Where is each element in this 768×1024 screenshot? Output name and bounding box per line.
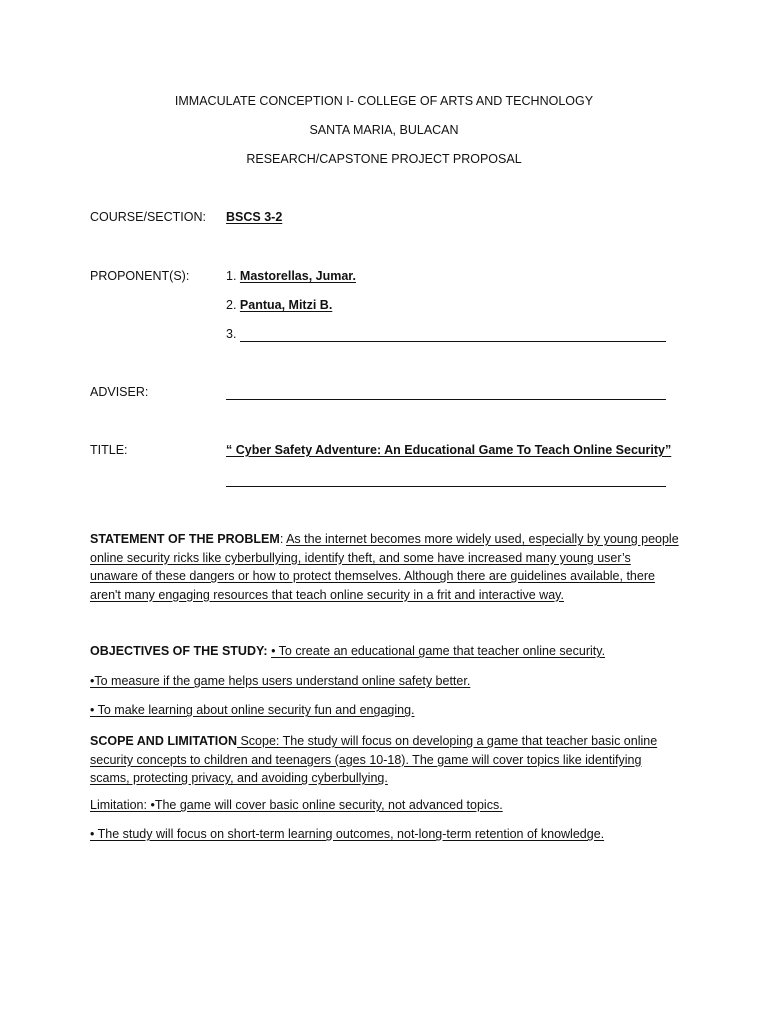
limitation-item: Limitation: •The game will cover basic online security, not advanced topics. <box>90 798 503 812</box>
proponent-2 <box>226 298 332 312</box>
adviser-blank-line <box>226 399 666 400</box>
objective-item: • To make learning about online security fun and engaging. <box>90 703 415 717</box>
course-section-label: COURSE/SECTION: <box>90 210 206 224</box>
proponent-3 <box>226 327 236 341</box>
proponent-1 <box>226 269 356 283</box>
form-title: RESEARCH/CAPSTONE PROJECT PROPOSAL <box>246 152 522 166</box>
scope-text: Scope: The study will focus on developing a game that teacher basic online security concepts to children and teenagers (ages 10-18). The game will cover topics like identifying scams, protecting privacy, and avoiding cyberbullying. <box>90 734 658 785</box>
objective-item: • To create an educational game that teacher online security. <box>271 644 606 658</box>
objectives-first-line <box>90 644 605 658</box>
proponent-number: 1. <box>226 269 237 283</box>
school-location: SANTA MARIA, BULACAN <box>309 123 459 137</box>
proponent-3-blank-line <box>240 341 666 342</box>
title-blank-line <box>226 486 666 487</box>
proponents-label: PROPONENT(S): <box>90 269 190 283</box>
statement-colon: : <box>279 532 287 546</box>
proponent-number: 2. <box>226 298 237 312</box>
proponent-name: Mastorellas, Jumar. <box>239 269 356 283</box>
proponent-number: 3. <box>226 327 237 341</box>
limitation-item: • The study will focus on short-term learning outcomes, not-long-term retention of knowledge. <box>90 827 605 841</box>
objective-item: •To measure if the game helps users understand online safety better. <box>90 674 471 688</box>
statement-of-problem <box>90 530 680 604</box>
course-section-value: BSCS 3-2 <box>226 210 283 224</box>
adviser-label: ADVISER: <box>90 385 149 399</box>
objectives-label: OBJECTIVES OF THE STUDY: <box>90 644 268 658</box>
statement-text: As the internet becomes more widely used, especially by young people online security ricks like cyberbullying, identify theft, and some have increased many young user’s unaware of these dangers or how to protect themselves. Although there are guidelines available, there aren't many engaging resources that teach online security in a frit and interactive way. <box>90 532 679 602</box>
school-name: IMMACULATE CONCEPTION I- COLLEGE OF ARTS AND TECHNOLOGY <box>174 94 594 108</box>
title-value: “ Cyber Safety Adventure: An Educational Game To Teach Online Security” <box>226 443 672 457</box>
proponent-name: Pantua, Mitzi B. <box>239 298 333 312</box>
statement-label: STATEMENT OF THE PROBLEM <box>90 532 280 546</box>
title-label: TITLE: <box>90 443 128 457</box>
scope-label: SCOPE AND LIMITATION <box>90 734 237 748</box>
scope-and-limitation <box>90 732 680 788</box>
